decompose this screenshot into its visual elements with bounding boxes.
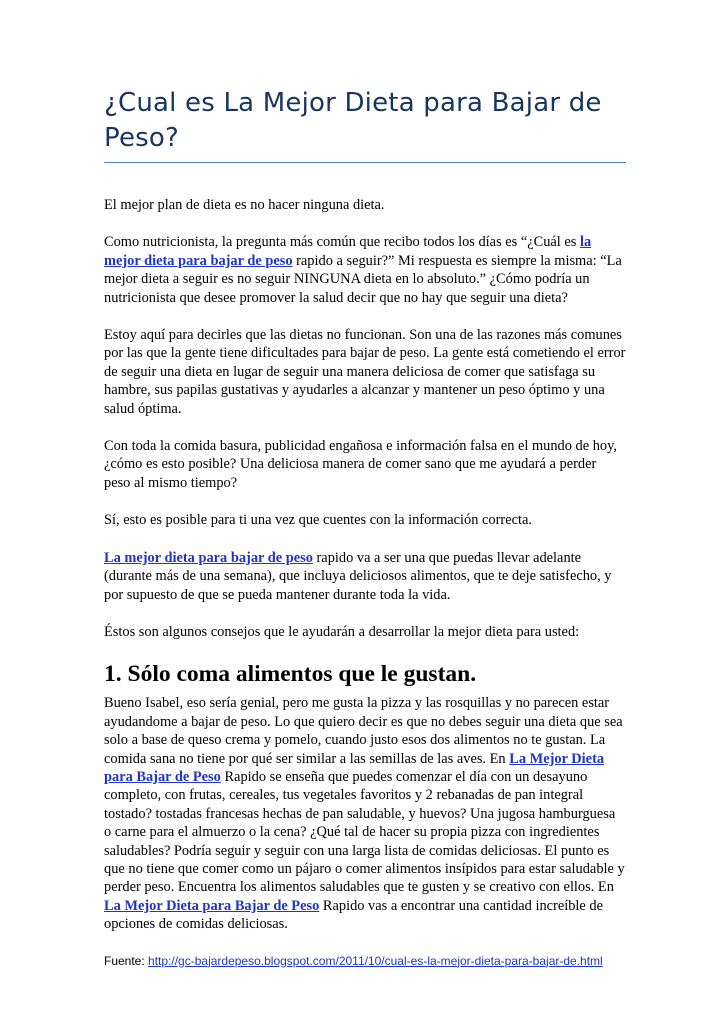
document-page [104,86,626,983]
paragraph-si-es-posible: Sí, esto es posible para ti una vez que cuentes con la información correcta. [104,512,532,529]
paragraph-text: rapido va a ser una que puedas llevar adelante (durante más de una semana), que incluya deliciosos alimentos, que te deje satisfecho, y por supuesto de que se pueda mantener durante toda la vida. [104,549,612,603]
paragraph-text: Rapido vas a encontrar una cantidad increíble de opciones de comidas deliciosas. [104,897,603,933]
paragraph-consejos: Éstos son algunos consejos que le ayudarán a desarrollar la mejor dieta para usted: [104,623,580,640]
paragraph-text: Como nutricionista, la pregunta más común que recibo todos los días es “¿Cuál es [104,234,580,251]
title-underline [104,162,626,163]
link-mejor-dieta[interactable]: la mejor dieta para bajar de peso [104,234,592,269]
link-mejor-dieta-4[interactable]: La Mejor Dieta para Bajar de Peso [104,897,320,914]
paragraph-nutritionist [104,233,626,307]
paragraph-intro: El mejor plan de dieta es no hacer ninguna dieta. [104,197,385,213]
paragraph-text: Rapido se enseña que puedes comenzar el día con un desayuno completo, con frutas, cereales, tus vegetales favoritos y 2 rebanadas de pan integral tostado? tostadas francesas hechas de pan saludable, y huevos? Una jugosa hamburguesa o carne para el almuerzo o la cena? ¿Qué tal de hacer su propia pizza con ingredientes saludables? Podría seguir y seguir con una larga lista de comidas deliciosas. El punto es que no tiene que comer como un pájaro o comer alimentos insípidos para estar saludable y perder peso. Encuentra los alimentos saludables que te gusten y se creativo con ellos. En [104,768,625,896]
source-url-link[interactable]: http://gc-bajardepeso.blogspot.com/2011/10/cual-es-la-mejor-dieta-para-bajar-de.html [148,953,603,968]
section-heading-1: 1. Sólo coma alimentos que le gustan. [104,661,477,688]
paragraph-dietas-no-funcionan: Estoy aquí para decirles que las dietas no funcionan. Son una de las razones más comunes por las que la gente tiene dificultades para bajar de peso. La gente está cometiendo el error de seguir una dieta en lugar de seguir una manera deliciosa de comer que satisfaga su hambre, sus papilas gustativas y ayudarles a alcanzar y mantener un peso óptimo y una salud óptima. [104,327,626,417]
paragraph-text: rapido a seguir?” Mi respuesta es siempre la misma: “La mejor dieta a seguir es no seguir NINGUNA dieta en lo absoluto.” ¿Cómo podría un nutricionista que desee promover la salud decir que no hay que seguir una dieta? [104,252,622,306]
link-mejor-dieta-3[interactable]: La Mejor Dieta para Bajar de Peso [104,750,605,785]
paragraph-isabel [104,694,626,933]
link-mejor-dieta-2[interactable]: La mejor dieta para bajar de peso [104,549,313,566]
paragraph-text: Bueno Isabel, eso sería genial, pero me gusta la pizza y las rosquillas y no parecen estar ayudandome a bajar de peso. Lo que quiero decir es que no debes seguir una dieta que sea solo a base de queso crema y pomelo, cuando justo esos dos alimentos no te gustan. La comida sana no tiene por qué ser similar a las semillas de las aves. En [104,695,623,767]
document-title: ¿Cual es La Mejor Dieta para Bajar de Peso? [104,88,602,153]
source-footer [104,952,626,971]
source-label: Fuente: [104,953,149,968]
paragraph-rapido [104,549,626,604]
paragraph-comida-basura: Con toda la comida basura, publicidad engañosa e información falsa en el mundo de hoy, ¿cómo es esto posible? Una deliciosa manera de comer sano que me ayudará a perder peso al mismo tiempo? [104,438,617,491]
